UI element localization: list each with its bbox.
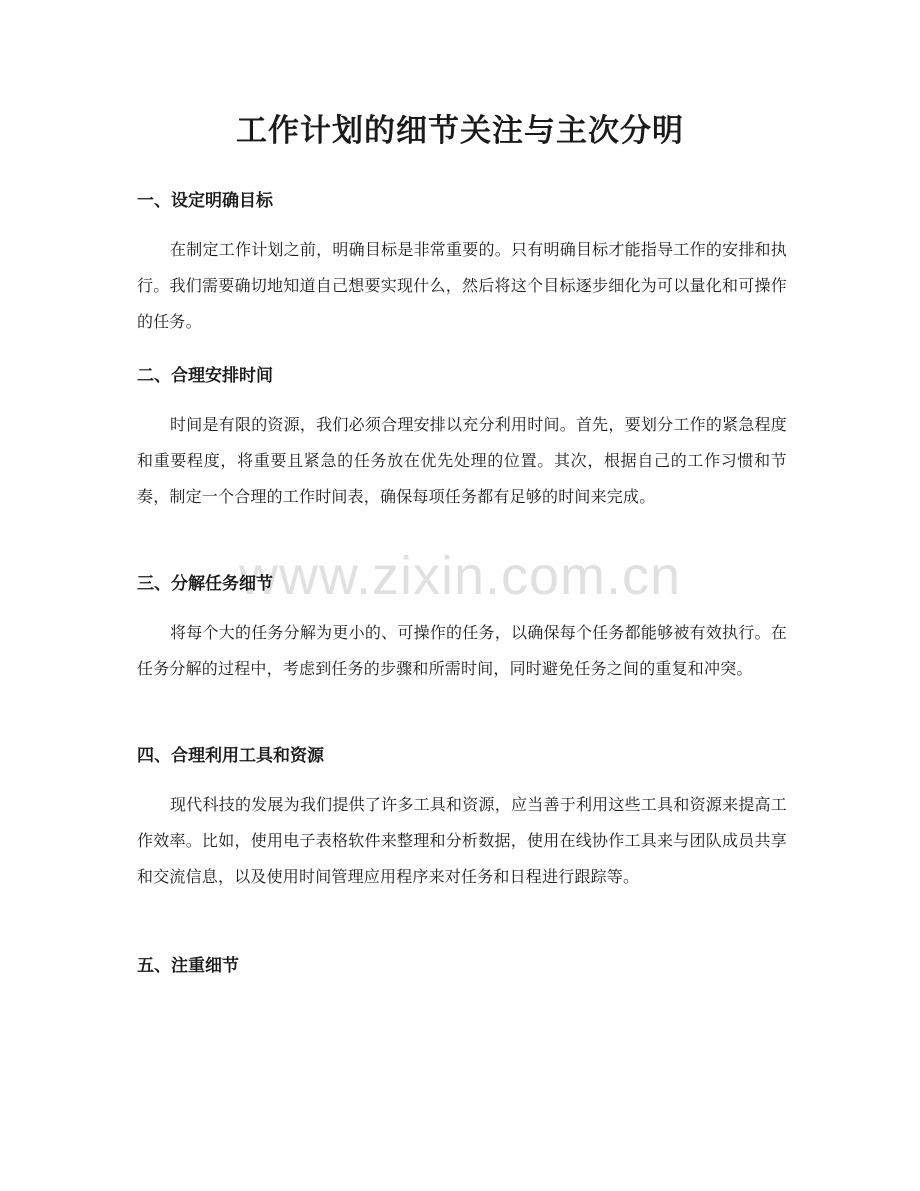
section-heading-5: 五、注重细节 — [137, 956, 239, 976]
section-paragraph-1: 在制定工作计划之前，明确目标是非常重要的。只有明确目标才能指导工作的安排和执行。我们需要确切地知道自己想要实现什么，然后将这个目标逐步细化为可以量化和可操作的任务。 — [137, 240, 787, 331]
section-heading-3: 三、分解任务细节 — [137, 574, 273, 594]
section-paragraph-3: 将每个大的任务分解为更小的、可操作的任务，以确保每个任务都能够被有效执行。在任务分解的过程中，考虑到任务的步骤和所需时间，同时避免任务之间的重复和冲突。 — [137, 623, 787, 678]
section-heading-1: 一、设定明确目标 — [137, 191, 273, 211]
section-paragraph-4: 现代科技的发展为我们提供了许多工具和资源，应当善于利用这些工具和资源来提高工作效率。比如，使用电子表格软件来整理和分析数据，使用在线协作工具来与团队成员共享和交流信息，以及使用时间管理应用程序来对任务和日程进行跟踪等。 — [137, 795, 787, 886]
section-paragraph-2: 时间是有限的资源，我们必须合理安排以充分利用时间。首先，要划分工作的紧急程度和重要程度，将重要且紧急的任务放在优先处理的位置。其次，根据自己的工作习惯和节奏，制定一个合理的工作时间表，确保每项任务都有足够的时间来完成。 — [137, 415, 787, 506]
document-title: 工作计划的细节关注与主次分明 — [236, 113, 684, 149]
watermark: www.zixin.com.cn — [238, 546, 682, 606]
section-heading-2: 二、合理安排时间 — [137, 366, 273, 386]
section-heading-4: 四、合理利用工具和资源 — [137, 746, 324, 766]
